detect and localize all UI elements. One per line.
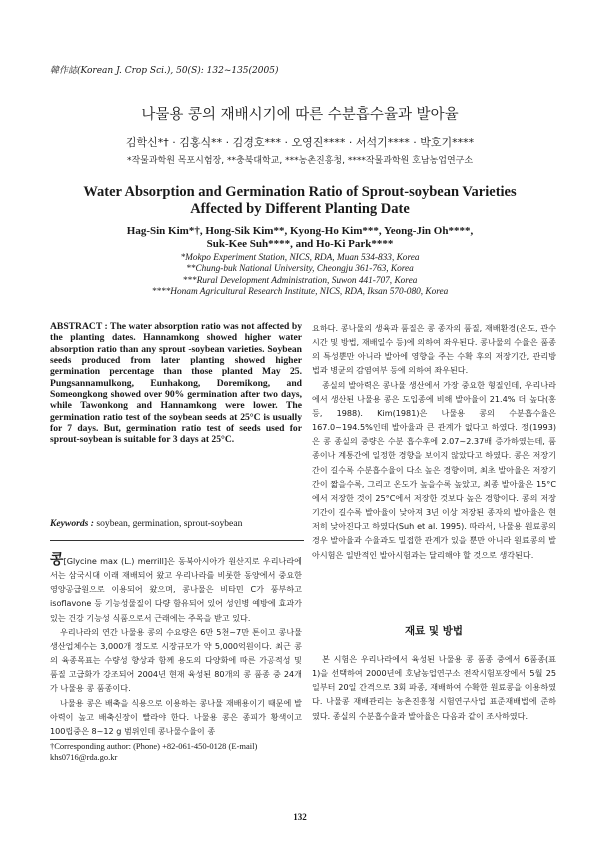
- left-column-body: [50, 553, 302, 738]
- corresponding-author-footnote: †Corresponding author: (Phone) +82-061-450-0128 (E-mail) khs0716@rda.go.kr: [50, 741, 258, 762]
- section-divider: [50, 540, 304, 541]
- journal-citation: 韓作誌(Korean J. Crop Sci.), 50(S): 132~135(2005): [50, 66, 279, 76]
- affiliation-2: **Chung-buk National University, Cheongju 361-763, Korea: [186, 264, 414, 275]
- section-heading-methods: 재료 및 방법: [404, 625, 464, 637]
- english-authors-line-1: Hag-Sin Kim*†, Hong-Sik Kim**, Kyong-Ho Kim***, Yeong-Jin Oh****,: [126, 225, 474, 237]
- keywords: [50, 518, 302, 529]
- english-authors: [0, 225, 600, 251]
- intro-paragraph-3-continued: 요하다. 콩나물의 생육과 품질은 콩 종자의 품질, 재배환경(온도, 관수시간 및 방법, 재배일수 등)에 의하여 좌우된다. 콩나물의 수율은 품종의 특성뿐만 아니라 발아에 영향을 주는 수확 후의 저장기간, 관리방법과 병균의 감염여부 등에 의하여 좌우된다.: [312, 323, 556, 376]
- english-authors-line-2: Suk-Kee Suh****, and Ho-Ki Park****: [206, 238, 394, 250]
- korean-title: 나물용 콩의 재배시기에 따른 수분흡수율과 발아율: [141, 107, 459, 123]
- korean-authors: 김학신*† · 김홍식** · 김경호*** · 오영진**** · 서석기**** · 박호기****: [125, 136, 475, 149]
- intro-paragraph-1-text: [Glycine max (L.) merrill]은 동북아시아가 원산지로 우리나라에서는 삼국시대 이래 재배되어 왔고 우리나라를 비롯한 동양에서 중요한 영양공급원으로 이용되어 왔으며, 콩나물은 비타민 C가 풍부하고 isoflavone 등 기능성물질이 다량 함유되어 있어 성인병 예방에 효과가 있는 건강 기능성 식품으로서 근래에는 주목을 받고 있다.: [50, 556, 302, 623]
- intro-paragraph-2: 우리나라의 연간 나물용 콩의 수요량은 6만 5천~7만 톤이고 콩나물 생산업체수는 3,000개 정도로 시장규모가 약 5,000억원이다. 최근 콩의 육종목표는 수량성 향상과 함께 용도의 다양화에 따른 가공적성 및 품질 고급화가 강조되어 2004년 현재 육성된 80개의 콩 품종 중 24개가 나물용 콩 품종이다.: [50, 626, 302, 694]
- intro-paragraph-4: 종실의 발아력은 콩나물 생산에서 가장 중요한 형질인데, 우리나라에서 생산된 나물용 콩은 도입종에 비해 발아율이 21.4% 더 높다(홍 등, 1988). Kim(1981)은 나물용 콩의 수분흡수율은 167.0~194.5%인데 발아율과 큰 관계가 없다고 하였다. 정(1993)은 콩 종실의 중량은 수분 흡수후에 2.07~2.37배 증가하였는데, 품종이나 계통간에 일정한 경향을 보이지 않았다고 하였다. 콩은 저장기간이 길수록 수분흡수율이 다소 높은 경향이며, 최초 발아율은 저장기간이 짧을수록, 그리고 온도가 높을수록 높았고, 최종 발아율은 15°C에서 저장한 것이 25°C에서 저장한 것보다 높은 경향이다. 콩의 저장기간이 길수록 발아율이 낮아져 3년 이상 저장된 종자의 발아율은 현저히 낮아진다고 하였다(Suh et al. 1995). 따라서, 나물용 원료콩의 경우 발아율과 수율과도 밀접한 관계가 있을 뿐만 아니라 원료콩의 발아시험은 일반적인 발아시험과는 달리해야 할 것으로 생각된다.: [312, 379, 556, 560]
- affiliation-1: *Mokpo Experiment Station, NICS, RDA, Muan 534-833, Korea: [180, 253, 420, 263]
- intro-paragraph-3: 나물용 콩은 배축을 식용으로 이용하는 콩나물 재배용이기 때문에 발아력이 높고 배축신장이 빨라야 한다. 나물용 콩은 종피가 황색이고 100립중은 8~12 g 범위인데 콩나물수율이 종: [50, 697, 302, 736]
- english-title-line-1: Water Absorption and Germination Ratio of Sprout-soybean Varieties: [83, 184, 517, 200]
- affiliation-3: ***Rural Development Administration, Suwon 441-707, Korea: [182, 275, 418, 286]
- abstract: ABSTRACT : The water absorption ratio was not affected by the planting dates. Hannamkong showed higher water absorption ratio than any sprout -soybean varieties. Soybean seeds produced from later planting showed higher germination percentage than those planted May 25. Pungsannamulkong, Eunhakong, Doremikong, and Someongkong showed over 90% germination after two days, while Tawonkong and Hannamkong were lower. The germination ratio test of the soybean seeds at 25°C is usually for 7 days. But, germination ratio test of seeds used for sprout-soybean is suitable for 3 days at 25°C.: [50, 321, 302, 446]
- page-number: 132: [293, 812, 307, 822]
- keywords-label: Keywords :: [50, 518, 94, 529]
- methods-body: [312, 652, 556, 723]
- footnote-rule: [50, 739, 150, 740]
- intro-paragraph-1: [50, 553, 302, 625]
- keywords-list: soybean, germination, sprout-soybean: [93, 518, 243, 529]
- methods-paragraph-1: 본 시험은 우리나라에서 육성된 나물용 콩 품종 중에서 6품종(표 1)을 선택하여 2000년에 호남농업연구소 전작시험포장에서 5월 25일부터 20일 간격으로 3회 파종, 재배하여 수확한 원료콩을 이용하였다. 나물콩 재배관리는 농촌진흥청 시험연구사업 표준재배법에 준하였다. 종실의 수분흡수율과 발아율은 다음과 같이 조사하였다.: [312, 654, 556, 721]
- drop-cap: 콩: [50, 552, 64, 568]
- right-column-body: [312, 321, 556, 562]
- affiliation-4: ****Honam Agricultural Research Institute, NICS, RDA, Iksan 570-080, Korea: [151, 287, 449, 298]
- korean-affiliations: *작물과학원 목포시험장, **충북대학교, ***농촌진흥청, ****작물과학원 호남농업연구소: [126, 156, 474, 166]
- english-title: [0, 184, 600, 218]
- english-affiliations: [0, 253, 600, 299]
- english-title-line-2: Affected by Different Planting Date: [190, 201, 410, 217]
